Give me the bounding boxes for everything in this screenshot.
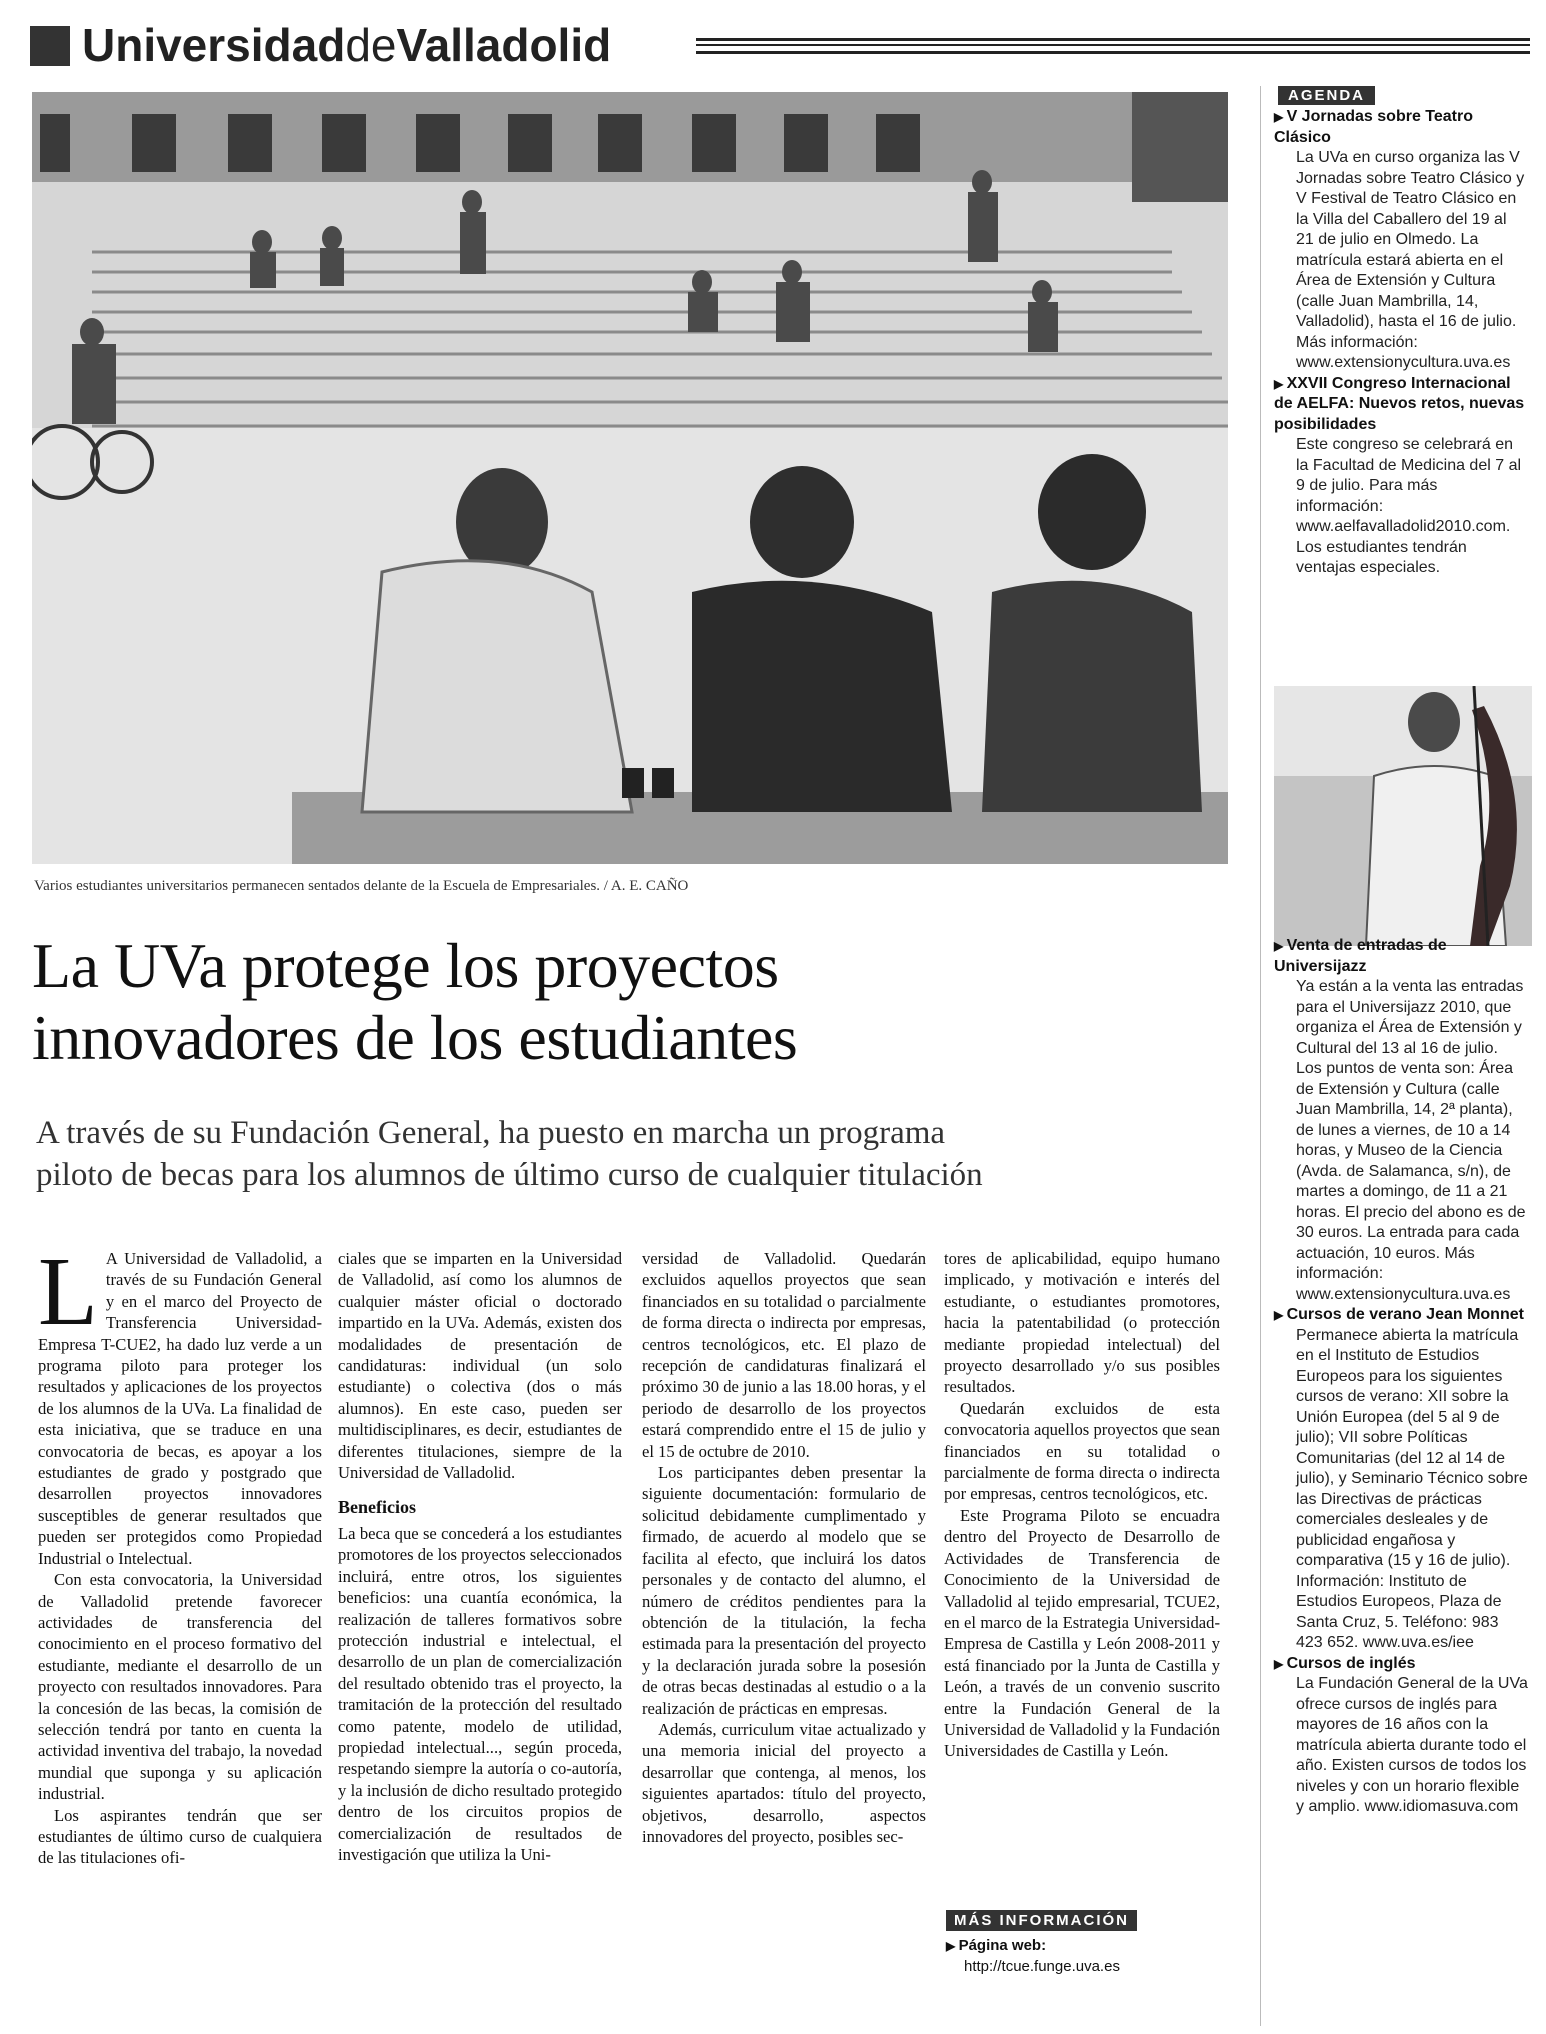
agenda-item-title: ▶ Cursos de verano Jean Monnet xyxy=(1274,1305,1528,1326)
agenda-item xyxy=(1274,1305,1528,1654)
agenda-tag: AGENDA xyxy=(1278,86,1375,105)
agenda-item-text: Este congreso se celebrará en la Facultad de Medicina del 7 al 9 de julio. Para más información: www.aelfavalladolid2010.com. Los estudiantes tendrán ventajas especiales. xyxy=(1296,436,1522,576)
paragraph: Quedarán excluidos de esta convocatoria aquellos proyectos que sean financiados en su totalidad o parcialmente de forma directa o indirecta por empresas, centros tecnológicos, etc. xyxy=(944,1398,1220,1504)
agenda-sidebar xyxy=(1270,86,1528,579)
agenda-item-title: ▶ XXVII Congreso Internacional de AELFA: Nuevos retos, nuevas posibilidades xyxy=(1274,374,1528,436)
article-column-1 xyxy=(38,1238,322,1869)
article-column-3 xyxy=(642,1248,926,1847)
sidebar-photo xyxy=(1274,686,1532,946)
section-heading: Beneficios xyxy=(338,1497,416,1518)
agenda-item xyxy=(1274,936,1528,1305)
agenda-item-title: ▶ Venta de entradas de Universijazz xyxy=(1274,936,1528,977)
web-page-label: ▶ Página web: xyxy=(946,1937,1162,1954)
paragraph: Los aspirantes tendrán que ser estudiantes de último curso de cualquiera de las titulaciones ofi- xyxy=(38,1805,322,1868)
publication-brand xyxy=(82,20,611,70)
drop-cap: L xyxy=(38,1238,98,1346)
agenda-item-text: Ya están a la venta las entradas para el Universijazz 2010, que organiza el Área de Extensión y Cultural del 13 al 16 de julio. Los puntos de venta son: Área de Extensión y Cultura (calle Juan Mambrilla, 14, 2ª planta), de lunes a viernes, de 10 a 14 horas, y Museo de la Ciencia (Avda. de Salamanca, s/n), de martes a domingo, de 11 a 21 horas. El precio del abono es de 30 euros. La entrada para cada actuación, 10 euros. Más información: www.extensionycultura.uva.es xyxy=(1296,978,1526,1303)
page-header xyxy=(30,19,1530,72)
agenda-item xyxy=(1274,374,1528,579)
brand-universidad: Universidad xyxy=(82,19,346,71)
agenda-item-title: ▶ Cursos de inglés xyxy=(1274,1654,1528,1675)
agenda-item-text: Permanece abierta la matrícula en el Instituto de Estudios Europeos para los siguientes cursos de verano: XII sobre la Unión Europea (del 5 al 9 de julio); VII sobre Políticas Comunitarias (del 12 al 14 de julio), y Seminario Técnico sobre las Directivas de prácticas comerciales desleales y de publicidad engañosa y comparativa (15 y 16 de julio). Información: Instituto de Estudios Europeos, Plaza de Santa Cruz, 5. Teléfono: 983 423 652. www.uva.es/iee xyxy=(1296,1326,1528,1651)
article-headline xyxy=(32,930,1232,1074)
paragraph: A Universidad de Valladolid, a través de su Fundación General y en el marco del Proyecto de Transferencia Universidad-Empresa T-CUE2, ha dado luz verde a un programa piloto para proteger los resultados y aplicaciones de los proyectos de los alumnos de la UVa. La finalidad de esta iniciativa, que se traduce en una convocatoria de becas, es apoyar a los estudiantes de grado y postgrado que desarrollen proyectos innovadores susceptibles de generar resultados que pueden ser protegidos como Propiedad Industrial o Intelectual. xyxy=(38,1249,322,1568)
agenda-item xyxy=(1274,107,1528,374)
paragraph: Los participantes deben presentar la siguiente documentación: formulario de solicitud debidamente cumplimentado y firmado, de acuerdo al modelo que se facilita al efecto, que incluirá los datos personales y de contacto del alumno, el número de créditos pendientes para la obtención de la titulación, la fecha estimada para la presentación del proyecto y la declaración jurada sobre la posesión de otras becas destinadas al estudio o a la realización de prácticas en empresas. xyxy=(642,1463,926,1718)
agenda-item xyxy=(1274,1654,1528,1818)
headline-line-2: innovadores de los estudiantes xyxy=(32,1002,798,1073)
brand-valladolid: Valladolid xyxy=(396,19,612,71)
sidebar-divider xyxy=(1260,86,1261,2026)
article-subheadline xyxy=(36,1112,1236,1196)
paragraph: La beca que se concederá a los estudiantes promotores de los proyectos seleccionados incluirá, entre otros, los siguientes beneficios: una cuantía económica, la realización de talleres formativos sobre protección industrial e intelectual, el desarrollo de un plan de comercialización del resultado obtenido tras el proyecto, la tramitación de la protección del resultado como patente, modelo de utilidad, propiedad intelectual..., según proceda, respetando siempre la autoría o co-autoría, y la inclusión de dicho resultado protegido dentro de los circuitos propios de comercialización de resultados de investigación que utiliza la Uni- xyxy=(338,1523,622,1864)
paragraph: Este Programa Piloto se encuadra dentro del Proyecto de Desarrollo de Actividades de Transferencia de Conocimiento de la Universidad de Valladolid al tejido empresarial, TCUE2, en el marco de la Estrategia Universidad-Empresa de Castilla y León 2008-2011 y está financiado por la Junta de Castilla y León, a través de un convenio suscrito entre la Fundación General de la Universidad de Valladolid y la Fundación Universidades de Castilla y León. xyxy=(944,1505,1220,1761)
main-photo xyxy=(32,92,1228,864)
more-info-tag: MÁS INFORMACIÓN xyxy=(946,1910,1137,1931)
agenda-item-title: ▶ V Jornadas sobre Teatro Clásico xyxy=(1274,107,1528,148)
article-column-4 xyxy=(944,1248,1220,1762)
web-page-link[interactable]: http://tcue.funge.uva.es xyxy=(964,1958,1120,1975)
paragraph: tores de aplicabilidad, equipo humano implicado, y motivación e interés del estudiante, o estudiantes promotores, hacia la patentabilidad (o protección mediante propiedad intelectual) del proyecto desarrollado y/o sus posibles resultados. xyxy=(944,1249,1220,1397)
paragraph: Con esta convocatoria, la Universidad de Valladolid pretende favorecer actividades de transferencia del conocimiento en el proceso formativo del estudiante, mediante el desarrollo de un proyecto con resultados innovadores. Para la concesión de las becas, la comisión de selección tendrá por tanto en cuenta la actividad inventiva del trabajo, la novedad mundial que suponga y su aplicación industrial. xyxy=(38,1570,322,1804)
paragraph: versidad de Valladolid. Quedarán excluidos aquellos proyectos que sean financiados en su totalidad o parcialmente de forma directa o indirecta por empresas, centros tecnológicos, etc. El plazo de recepción de candidaturas finalizará el próximo 30 de junio a las 18.00 horas, y el periodo de desarrollo de los proyectos estará comprendido entre el 15 de julio y el 15 de octubre de 2010. xyxy=(642,1249,926,1461)
more-info-box xyxy=(946,1910,1162,1975)
article-column-2 xyxy=(338,1248,622,1865)
paragraph: Además, curriculum vitae actualizado y una memoria inicial del proyecto a desarrollar que contenga, al menos, los siguientes apartados: título del proyecto, objetivos, desarrollo, aspectos innovadores del proyecto, posibles sec- xyxy=(642,1719,926,1846)
header-square-icon xyxy=(30,26,70,66)
headline-line-1: La UVa protege los proyectos xyxy=(32,930,779,1001)
photo-caption: Varios estudiantes universitarios permanecen sentados delante de la Escuela de Empresariales. / A. E. CAÑO xyxy=(34,878,689,894)
subhead-line-2: piloto de becas para los alumnos de último curso de cualquier titulación xyxy=(36,1157,983,1193)
agenda-item-text: La Fundación General de la UVa ofrece cursos de inglés para mayores de 16 años con la matrícula abierta durante todo el año. Existen cursos de todos los niveles y con un horario flexible y amplio. www.idiomasuva.com xyxy=(1296,1675,1528,1815)
paragraph: ciales que se imparten en la Universidad de Valladolid, así como los alumnos de cualquier máster oficial o doctorado impartido en la UVa. Además, existen dos modalidades de presentación de candidaturas: individual (un solo estudiante) o colectiva (dos o más alumnos). En este caso, pueden ser multidisciplinares, es decir, estudiantes de diferentes titulaciones, siempre de la Universidad de Valladolid. xyxy=(338,1249,622,1483)
brand-de: de xyxy=(345,19,397,71)
agenda-sidebar-lower xyxy=(1270,936,1528,1818)
header-rule xyxy=(696,38,1530,54)
subhead-line-1: A través de su Fundación General, ha puesto en marcha un programa xyxy=(36,1115,946,1151)
agenda-item-text: La UVa en curso organiza las V Jornadas sobre Teatro Clásico y V Festival de Teatro Clásico en la Villa del Caballero del 19 al 21 de julio en Olmedo. La matrícula estará abierta en el Área de Extensión y Cultura (calle Juan Mambrilla, 14, Valladolid), hasta el 16 de julio. Más información: www.extensionycultura.uva.es xyxy=(1296,149,1525,371)
